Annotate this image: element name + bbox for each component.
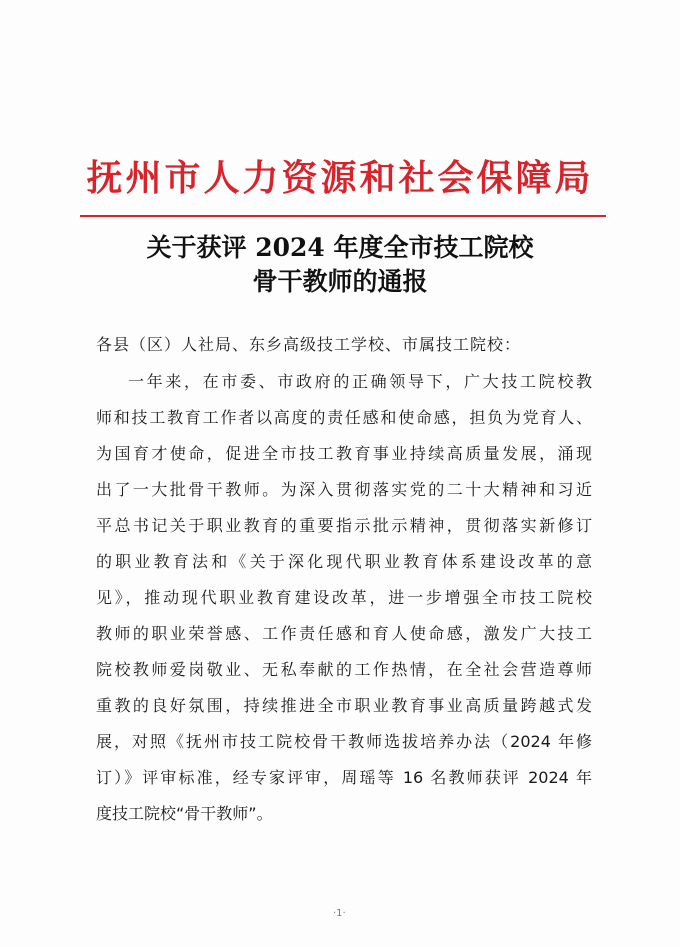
- body-line: 教师的职业荣誉感、工作责任感和育人使命感，激发广大技工: [96, 624, 592, 643]
- page-mark: ·1·: [333, 908, 346, 919]
- body-line: 平总书记关于职业教育的重要指示批示精神，贯彻落实新修订: [96, 516, 592, 535]
- body-line: 的职业教育法和《关于深化现代职业教育体系建设改革的意: [96, 552, 592, 571]
- body-line: 见》，推动现代职业教育建设改革，进一步增强全市技工院校: [96, 588, 592, 607]
- body-line: 一年来，在市委、市政府的正确领导下，广大技工院校教: [128, 372, 592, 391]
- agency-header: 抚州市人力资源和社会保障局: [86, 157, 594, 199]
- body-line-last: 度技工院校“骨干教师”。: [96, 804, 273, 823]
- body-line: 院校教师爱岗敬业、无私奉献的工作热情，在全社会营造尊师: [96, 660, 592, 679]
- body-line: 为国育才使命，促进全市技工教育事业持续高质量发展，涌现: [96, 444, 592, 463]
- body-line: 师和技工教育工作者以高度的责任感和使命感，担负为党育人、: [96, 408, 592, 427]
- body-line: 出了一大批骨干教师。为深入贯彻落实党的二十大精神和习近: [96, 480, 592, 499]
- addressee: 各县（区）人社局、东乡高级技工学校、市属技工院校：: [96, 335, 522, 354]
- document-title-line-1: 关于获评 2024 年度全市技工院校: [146, 233, 534, 262]
- body-line: 重教的良好氛围，持续推进全市职业教育事业高质量跨越式发: [96, 696, 592, 715]
- body-line: 订）》评审标准，经专家评审，周瑶等 16 名教师获评 2024 年: [96, 768, 592, 787]
- body-line: 展，对照《抚州市技工院校骨干教师选拔培养办法（2024 年修: [96, 732, 592, 751]
- header-red-rule: [80, 215, 606, 217]
- document-title-line-2: 骨干教师的通报: [252, 267, 428, 296]
